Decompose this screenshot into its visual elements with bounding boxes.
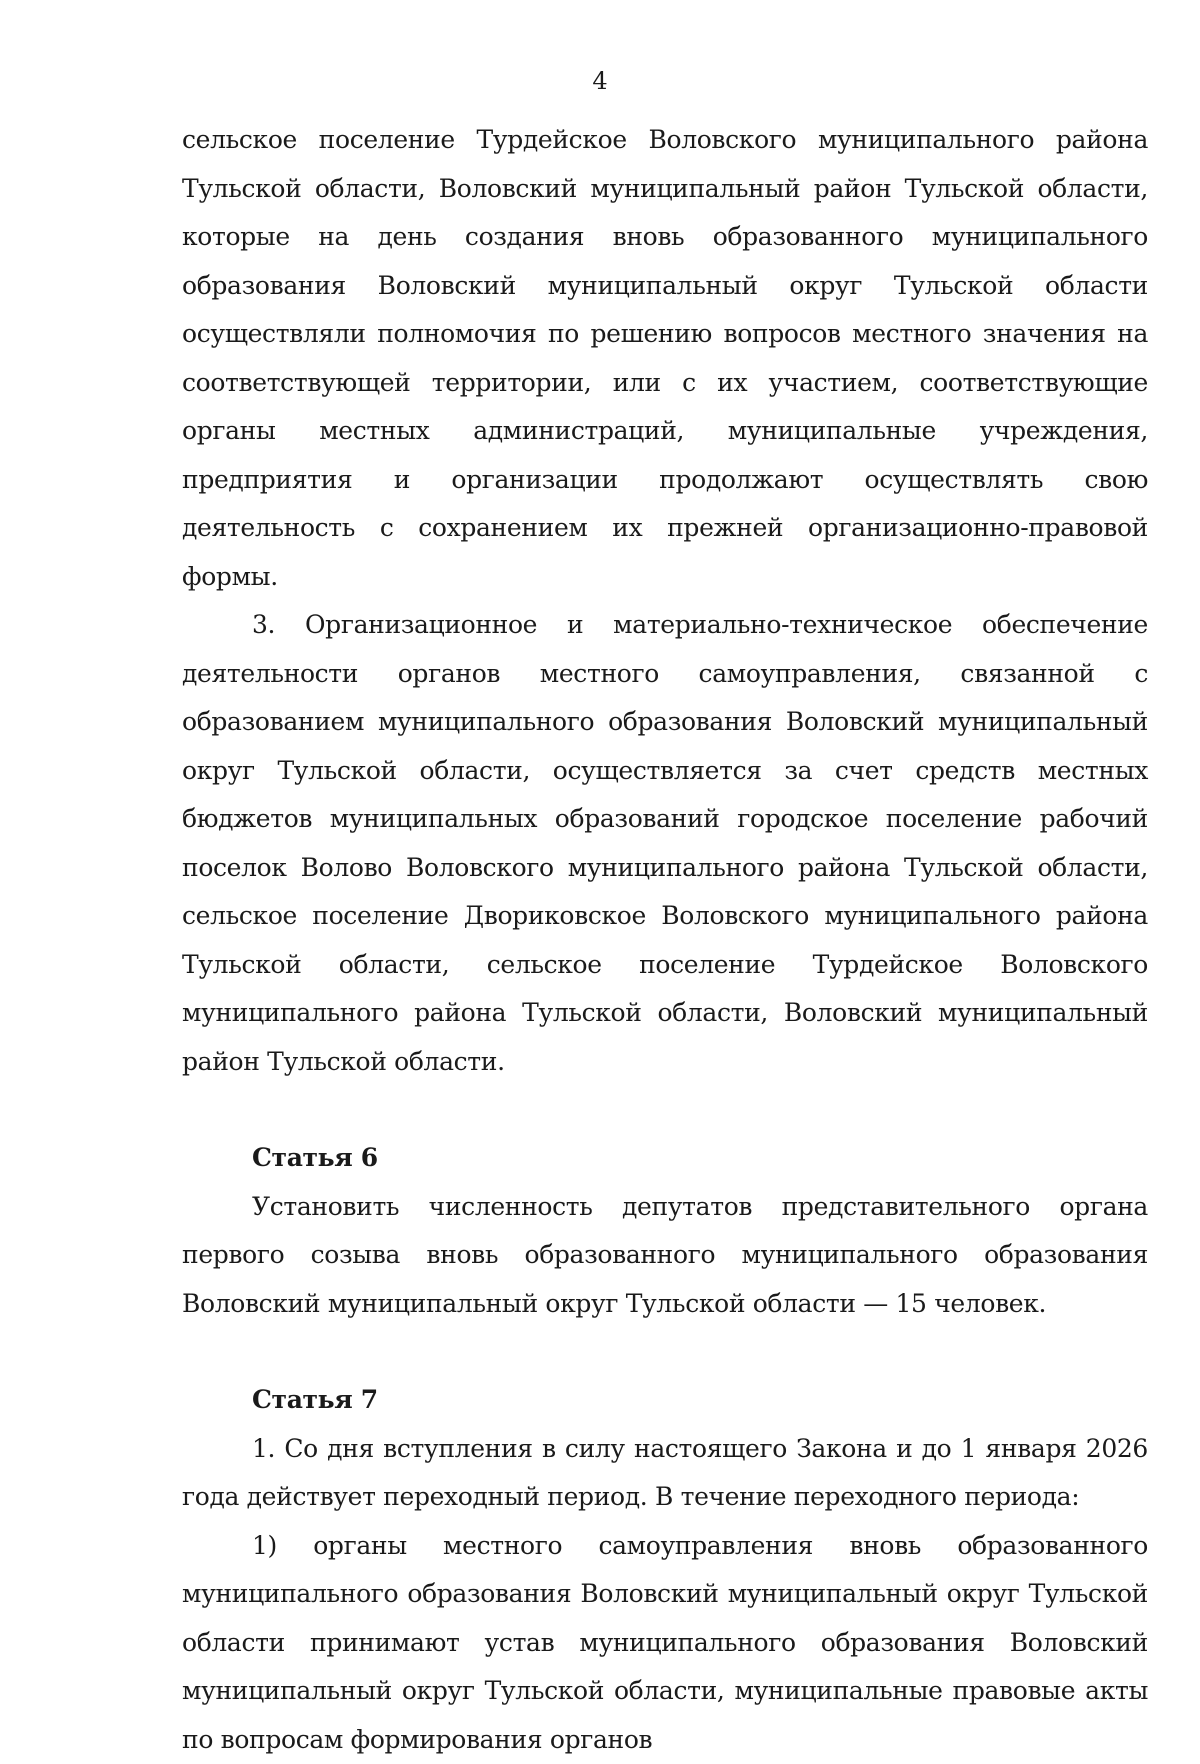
document-body: [182, 116, 1148, 1764]
paragraph-item-3: 3. Организационное и материально-техническое обеспечение деятельности органов местного самоуправления, связанной с образованием муниципального образования Воловский муниципальный округ Тульской области, осуществляется за счет средств местных бюджетов муниципальных образований городское поселение рабочий поселок Волово Воловского муниципального района Тульской области, сельское поселение Двориковское Воловского муниципального района Тульской области, сельское поселение Турдейское Воловского муниципального района Тульской области, Воловский муниципальный район Тульской области.: [182, 601, 1148, 1086]
section-spacer: [182, 1086, 1148, 1134]
section-spacer: [182, 1328, 1148, 1376]
article-7-subitem-1: 1) органы местного самоуправления вновь образованного муниципального образования Воловский муниципальный округ Тульской области принимают устав муниципального образования Воловский муниципальный округ Тульской области, муниципальные правовые акты по вопросам формирования органов: [182, 1522, 1148, 1764]
article-6-text: Установить численность депутатов представительного органа первого созыва вновь образованного муниципального образования Воловский муниципальный округ Тульской области — 15 человек.: [182, 1183, 1148, 1329]
article-6-heading: Статья 6: [182, 1134, 1148, 1183]
article-7-item-1: 1. Со дня вступления в силу настоящего Закона и до 1 января 2026 года действует переходный период. В течение переходного периода:: [182, 1425, 1148, 1522]
page-number: 4: [0, 66, 1200, 96]
paragraph-continuation: сельское поселение Турдейское Воловского муниципального района Тульской области, Воловский муниципальный район Тульской области, которые на день создания вновь образованного муниципального образования Воловский муниципальный округ Тульской области осуществляли полномочия по решению вопросов местного значения на соответствующей территории, или с их участием, соответствующие органы местных администраций, муниципальные учреждения, предприятия и организации продолжают осуществлять свою деятельность с сохранением их прежней организационно-правовой формы.: [182, 116, 1148, 601]
article-7-heading: Статья 7: [182, 1376, 1148, 1425]
